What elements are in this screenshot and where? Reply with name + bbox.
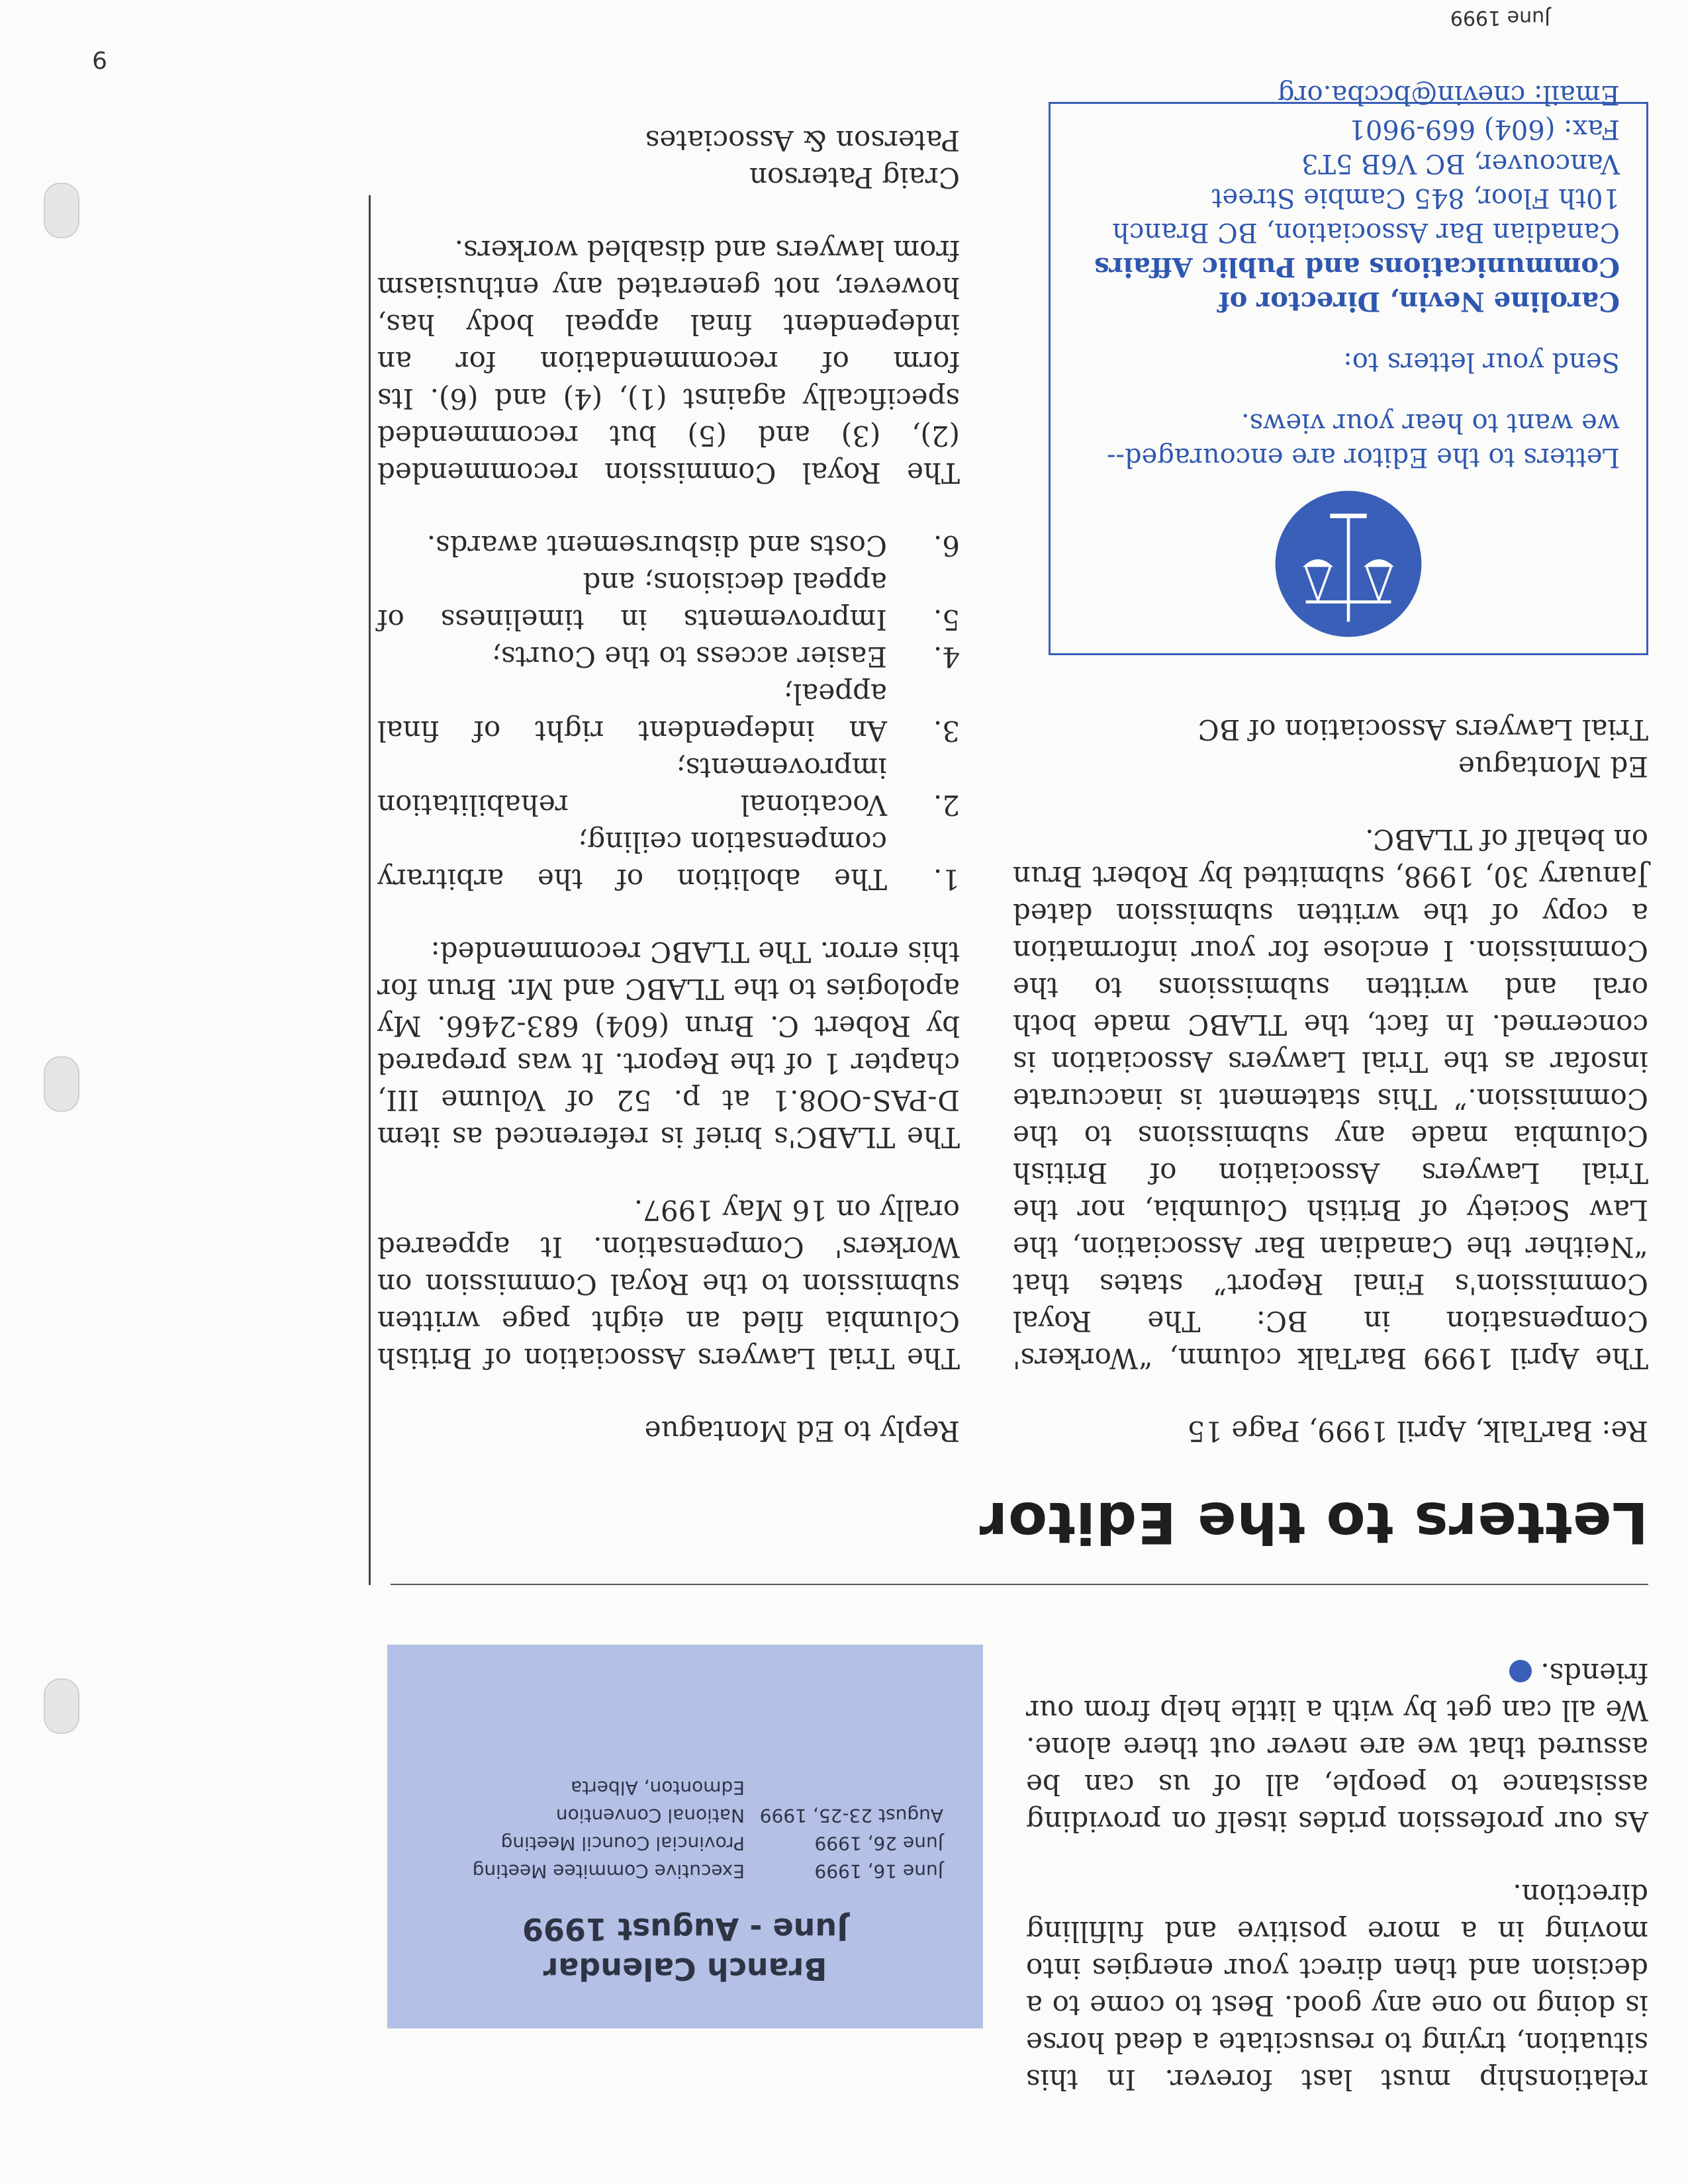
page-number: 9 xyxy=(92,46,107,73)
calendar-event xyxy=(571,1776,943,1799)
signature-name: Ed Montague xyxy=(1458,751,1648,783)
list-item: 5. Improvements in timeliness of appeal decisions; and xyxy=(377,567,960,636)
letter-paragraph: The April 1999 BarTalk column, “Workers' Compensation in BC: The Royal Commission's Final Report” states that “Neither the Canadian Bar Association, the Law Society of British Columbia, nor the Trial Lawyers Association of British Columbia made any submissions to the Commission.” This statement is inaccurate insofar as the Trial Lawyers Association is concerned. In fact, the TLABC made both oral and written submissions to the Commission. I enclose for your information a copy of the written submission dated January 30, 1998, submitted by Robert Brun on behalf of TLABC. xyxy=(1013,823,1648,1375)
address-line: Vancouver, BC V6B 5T3 xyxy=(1301,148,1620,179)
list-item: 1. The abolition of the arbitrary compensation ceiling; xyxy=(377,826,960,895)
list-item: 6. Costs and disbursement awards. xyxy=(426,529,960,562)
calendar-event-name: Provincial Council Meeting xyxy=(500,1833,745,1854)
calendar-event xyxy=(473,1859,943,1883)
fax-line: Fax: (604) 669-9601 xyxy=(1348,114,1620,144)
address-line: Canadian Bar Association, BC Branch xyxy=(1112,217,1620,248)
calendar-event xyxy=(501,1831,943,1855)
signature-org: Paterson & Associates xyxy=(645,124,960,157)
continuation-paragraph: relationship must last forever. In this situation, trying to resuscitate a dead horse is doing no one any good. Best to come to a decision and then direct your energies into moving in a more positive and fulfilling direction. xyxy=(1026,1878,1648,2096)
letters-intro: Letters to the Editor are encouraged--we want to hear your views. xyxy=(1106,408,1620,473)
section-headline: Letters to the Editor xyxy=(978,1489,1648,1555)
horizontal-divider xyxy=(391,1584,1648,1585)
calendar-event xyxy=(556,1803,943,1827)
letters-box-text xyxy=(1077,77,1620,475)
letter-paragraph: The Trial Lawyers Association of British Columbia filed an eight page written submission to the Royal Commission on Workers' Compensation. It appeared orally on 16 May 1997. xyxy=(377,1194,960,1375)
calendar-event-date: August 23-25, 1999 xyxy=(759,1805,943,1827)
calendar-event-name: Executive Commitee Meeting xyxy=(472,1860,745,1882)
continuation-paragraph: As our profession prides itself on providing assistance to people, all of us can be assured that we are never out there alone. We all can get by with a little help from our friends. xyxy=(1026,1657,1648,1838)
calendar-title-line2: June - August 1999 xyxy=(522,1911,849,1947)
letters-submission-box xyxy=(1049,79,1648,655)
branch-calendar xyxy=(387,1645,983,2028)
continuation-column xyxy=(1026,1619,1648,2098)
letter-subject: Re: BarTalk, April 1999, Page 15 xyxy=(1187,1415,1648,1447)
binder-hole xyxy=(44,183,79,238)
letter-paterson xyxy=(377,122,960,1449)
contact-title: Communications and Public Affairs xyxy=(1094,251,1620,283)
email-line: Email: cnevin@bccba.org xyxy=(1277,79,1620,110)
contact-name: Caroline Nevin, Director of xyxy=(1218,286,1620,317)
column-divider xyxy=(369,195,371,1585)
address-line: 10th Floor, 845 Cambie Street xyxy=(1211,183,1620,213)
letters-send-to: Send your letters to: xyxy=(1343,347,1620,377)
calendar-event-name: Edmonton, Alberta xyxy=(571,1777,745,1799)
calendar-title xyxy=(387,1909,983,1989)
list-item: 4. Easier access to the Courts; xyxy=(491,641,960,673)
calendar-event-name: National Convention xyxy=(555,1805,745,1827)
calendar-event-date: June 16, 1999 xyxy=(814,1860,943,1882)
issue-date: June 1999 xyxy=(1450,6,1550,29)
letter-montague xyxy=(1013,711,1648,1449)
letter-paragraph: The Royal Commission recommended (2), (3) and (5) but recommended specifically against (1), (4) and (6). Its form of recommendation for an independent final appeal body has, however, not generated any enthusiasm from lawyers and disabled workers. xyxy=(377,234,960,489)
letter-subject: Reply to Ed Montague xyxy=(644,1415,960,1447)
cba-scales-logo-icon xyxy=(1272,488,1425,640)
calendar-title-line1: Branch Calendar xyxy=(543,1951,827,1987)
binder-hole xyxy=(44,1678,79,1734)
signature-name: Craig Paterson xyxy=(749,161,960,194)
recommendation-list xyxy=(377,527,960,897)
binder-hole xyxy=(44,1056,79,1112)
cba-bullet-icon xyxy=(1509,1660,1532,1682)
signature-org: Trial Lawyers Association of BC xyxy=(1197,713,1648,746)
calendar-event-date: June 26, 1999 xyxy=(814,1833,943,1854)
list-item: 2. Vocational rehabilitation improvements; xyxy=(377,752,960,821)
letter-paragraph: The TLABC's brief is referenced as item D-PAS-OO8.1 at p. 52 of Volume III, chapter 1 of the Report. It was prepared by Robert C. Brun (604) 683-2466. My apologies to the TLABC and Mr. Brun for this error. The TLABC recommended: xyxy=(377,936,960,1154)
list-item: 3. An independent right of final appeal; xyxy=(377,678,960,747)
